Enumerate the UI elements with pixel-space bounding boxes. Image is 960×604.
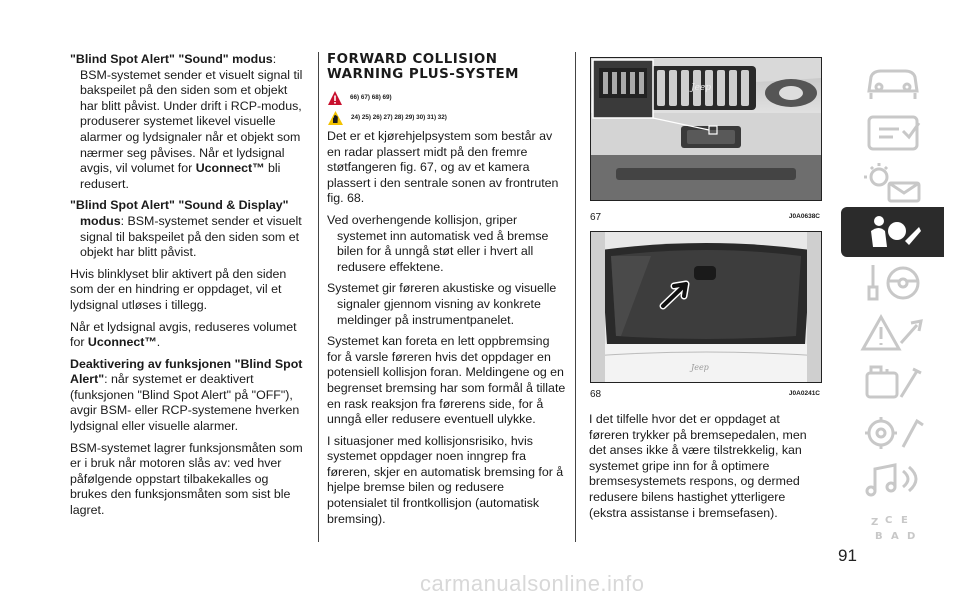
svg-text:Jeep: Jeep [691, 83, 712, 93]
paragraph: Deaktivering av funksjonen "Blind Spot Alert": når systemet er deaktivert (funksjonen "Blind Spot Alert" på "OFF"), avgir BSM- eller RCP-systemene hverken lydsignal eller visuelle alarmer. [70, 356, 303, 434]
svg-text:A: A [891, 531, 899, 542]
airbag-safety-icon [841, 207, 944, 257]
warning-icon [327, 90, 343, 106]
car-dashboard-icon [841, 57, 944, 107]
tab-driving[interactable] [841, 257, 944, 307]
tab-emergency[interactable] [841, 307, 944, 357]
svg-text:D: D [907, 531, 916, 542]
technical-data-icon [841, 407, 944, 457]
paragraph: "Blind Spot Alert" "Sound" modus: BSM-systemet sender et visuelt signal til bakspeilet på den siden som et objekt har blitt påvist. Under drift i RCP-modus, produserer systemet likevel visuelle alarmer og lydsignaler når et objekt som nærmer seg påvises. Når et lydsignal avgis, vil volumet for Uconnect™ bli redusert. [70, 52, 303, 191]
steering-start-icon [841, 257, 944, 307]
paragraph: Det er et kjørehjelpsystem som består av en radar plassert midt på den fremre støtfangeren fig. 67, og av et kamera plassert i den sentrale sonen av frontruten fig. 68. [327, 129, 559, 206]
svg-text:E: E [901, 515, 908, 526]
paragraph: Hvis blinklyset blir aktivert på den siden som der en hindring er oppdaget, vil et lydsignal utløses i tillegg. [70, 266, 287, 312]
column-divider [318, 52, 319, 542]
paragraph: Systemet gir føreren akustiske og visuelle signaler gjennom visning av konkrete meldinger på instrumentpanelet. [327, 281, 557, 327]
text-column-1 [70, 52, 306, 525]
paragraph: I det tilfelle hvor det er oppdaget at føreren trykker på bremsepedalen, men det anses ikke å være tilstrekkelig, kan systemet gripe inn for å optimere bremsesystemets respons, og dermed redusere bilens hastighet ytterligere (ekstra assistanse i bremsefasen). [589, 412, 807, 520]
caution-hand-icon [327, 110, 344, 126]
multimedia-icon [841, 457, 944, 507]
watermark: carmanualsonline.info [420, 571, 645, 596]
maintenance-icon [841, 357, 944, 407]
lights-message-icon [841, 157, 944, 207]
text-column-2 [327, 52, 567, 533]
svg-text:Jeep: Jeep [691, 363, 709, 372]
section-heading: FORWARD COLLISION WARNING PLUS-SYSTEM [327, 52, 519, 82]
car-front-bumper-image [591, 58, 821, 200]
paragraph: I situasjoner med kollisjonsrisiko, hvis systemet oppdager noen inngrep fra føreren, skjer en automatisk bremsing for å hjelpe bremse bilen og redusere potensialet til frontkollisjon (automatisk bremsing). [327, 433, 564, 526]
tab-dashboard[interactable] [841, 57, 944, 107]
tab-instruments[interactable] [841, 107, 944, 157]
figure-67-radar-photo [590, 57, 822, 201]
emergency-triangle-icon [841, 307, 944, 357]
caution-references: 24) 25) 26) 27) 28) 29) 30) 31) 32) [327, 109, 567, 126]
svg-text:Z: Z [871, 517, 879, 528]
paragraph: Systemet kan foreta en lett oppbremsing for å varsle føreren hvis det oppdager en potensiell kollisjon foran. Meldingene og en begrenset bremsing har som formål å tillate en rask reaksjon fra førerens side, for å unngå eller redusere eventuell ulykke. [327, 334, 566, 427]
tab-safety-active[interactable] [841, 207, 944, 257]
paragraph: BSM-systemet lagrer funksjonsmåten som er i bruk når motoren slås av: ved hver påfølgende oppstart tilbakekalles og brukes den funksjonsmåten som sist ble lagret. [70, 440, 303, 518]
tab-lights[interactable] [841, 157, 944, 207]
svg-text:B: B [875, 531, 883, 542]
warning-references: 66) 67) 68) 69) [327, 89, 567, 106]
tab-maintenance[interactable] [841, 357, 944, 407]
svg-text:C: C [885, 515, 893, 526]
column-divider [575, 52, 576, 542]
paragraph: "Blind Spot Alert" "Sound & Display" modus: BSM-systemet sender et visuelt signal til bakspeilet på den siden som et objekt har blitt påvist. [70, 198, 302, 260]
tab-multimedia[interactable] [841, 457, 944, 507]
paragraph: Når et lydsignal avgis, reduseres volumet for Uconnect™. [70, 319, 297, 350]
paragraph: Ved overhengende kollisjon, griper systemet inn automatisk ved å bremse bilen for å unngå støt eller i hvert all redusere effektene. [327, 212, 549, 274]
text-column-3 [589, 412, 822, 527]
tab-technical[interactable] [841, 407, 944, 457]
windshield-camera-image [591, 232, 821, 382]
page-number: 91 [838, 546, 857, 565]
instrument-panel-icon [841, 107, 944, 157]
figure-68-camera-photo [590, 231, 822, 383]
